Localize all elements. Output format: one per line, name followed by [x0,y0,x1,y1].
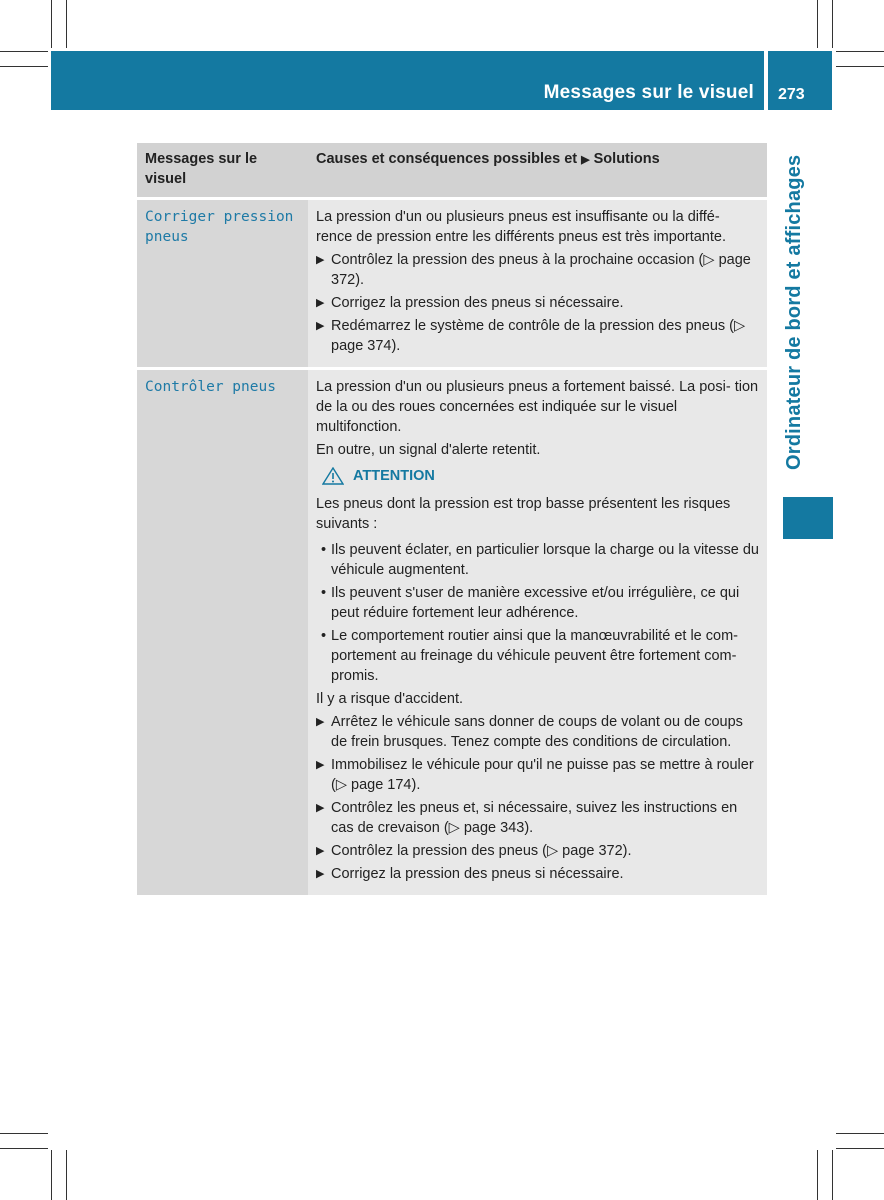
table-row [137,200,767,367]
crop-mark [836,66,884,67]
crop-mark [51,0,52,48]
page-title: Messages sur le visuel [543,82,754,103]
col-header-causes-text: Causes et conséquences possibles et [316,151,578,167]
display-message: Corriger pression pneus [145,209,294,245]
step-text: Immobilisez le véhicule pour qu'il ne puisse pas se mettre à rouler (▷ page 174). [331,757,754,793]
bullet-dot-icon: • [320,628,327,644]
risk-bullet [316,583,759,623]
display-message: Contrôler pneus [145,379,276,395]
page-number: 273 [778,86,805,103]
crop-mark [832,1150,833,1200]
step-arrow-icon: ▶ [316,759,325,771]
col-header-causes [308,143,767,197]
solution-step [316,250,759,290]
risk-bullet [316,540,759,580]
crop-mark [836,51,884,52]
crop-mark [0,51,48,52]
step-text: Redémarrez le système de contrôle de la pression des pneus (▷ page 374). [331,318,746,354]
crop-mark [66,1150,67,1200]
solution-step [316,293,759,313]
crop-mark [66,0,67,48]
warning-triangle-icon [322,467,344,485]
col-header-messages: Messages sur le visuel [137,143,308,197]
causes-cell [308,370,767,895]
cause-text: La pression d'un ou plusieurs pneus a fortement baissé. La posi- tion de la ou des roues concernées est indiquée sur le visuel multifonction. [316,379,759,435]
message-cell [137,370,308,895]
bullet-dot-icon: • [320,542,327,558]
section-side-title: Ordinateur de bord et affichages [783,155,805,471]
bullet-text: Le comportement routier ainsi que la manœuvrabilité et le com- portement au freinage du véhicule peuvent être fortement com- promis. [331,628,738,684]
solution-step [316,316,759,356]
solution-step [316,712,759,752]
step-text: Arrêtez le véhicule sans donner de coups de volant ou de coups de frein brusques. Tenez compte des conditions de circulation. [331,714,743,750]
solution-step [316,864,759,884]
table-row [137,370,767,895]
step-text: Contrôlez les pneus et, si nécessaire, suivez les instructions en cas de crevaison (▷ page 343). [331,800,738,836]
page-number-box [768,51,832,110]
section-tab-marker [783,497,833,539]
step-arrow-icon: ▶ [316,716,325,728]
table-header-row [137,143,767,197]
warning-heading [322,466,759,486]
cause-text: En outre, un signal d'alerte retentit. [316,442,541,458]
step-arrow-icon: ▶ [316,297,325,309]
causes-cell [308,200,767,367]
crop-mark [836,1133,884,1134]
step-text: Contrôlez la pression des pneus (▷ page 372). [331,843,632,859]
crop-mark [836,1148,884,1149]
step-arrow-icon: ▶ [316,845,325,857]
step-text: Corrigez la pression des pneus si nécessaire. [331,866,624,882]
crop-mark [832,0,833,48]
bullet-dot-icon: • [320,585,327,601]
step-arrow-icon: ▶ [316,868,325,880]
crop-mark [817,1150,818,1200]
crop-mark [51,1150,52,1200]
crop-mark [0,1133,48,1134]
step-arrow-icon: ▶ [316,802,325,814]
crop-mark [0,66,48,67]
risk-bullet [316,626,759,686]
solution-step [316,755,759,795]
bullet-text: Ils peuvent éclater, en particulier lorsque la charge ou la vitesse du véhicule augmentent. [331,542,759,578]
crop-mark [817,0,818,48]
warning-label: ATTENTION [353,468,435,484]
step-text: Corrigez la pression des pneus si nécessaire. [331,295,624,311]
step-text: Contrôlez la pression des pneus à la prochaine occasion (▷ page 372). [331,252,751,288]
messages-table [137,143,767,895]
header-bar [51,51,764,110]
warning-text: Les pneus dont la pression est trop basse présentent les risques suivants : [316,496,731,532]
col-header-solutions-text: Solutions [593,151,660,167]
bullet-text: Ils peuvent s'user de manière excessive et/ou irrégulière, ce qui peut réduire fortement leur adhérence. [331,585,740,621]
step-arrow-icon: ▶ [316,254,325,266]
step-arrow-icon: ▶ [316,320,325,332]
crop-mark [0,1148,48,1149]
solution-step [316,798,759,838]
solution-step [316,841,759,861]
solution-arrow-icon: ▶ [581,154,590,166]
cause-text: La pression d'un ou plusieurs pneus est insuffisante ou la diffé- rence de pression entre les différents pneus est très importante. [316,209,726,245]
message-cell [137,200,308,367]
risk-text: Il y a risque d'accident. [316,691,464,707]
